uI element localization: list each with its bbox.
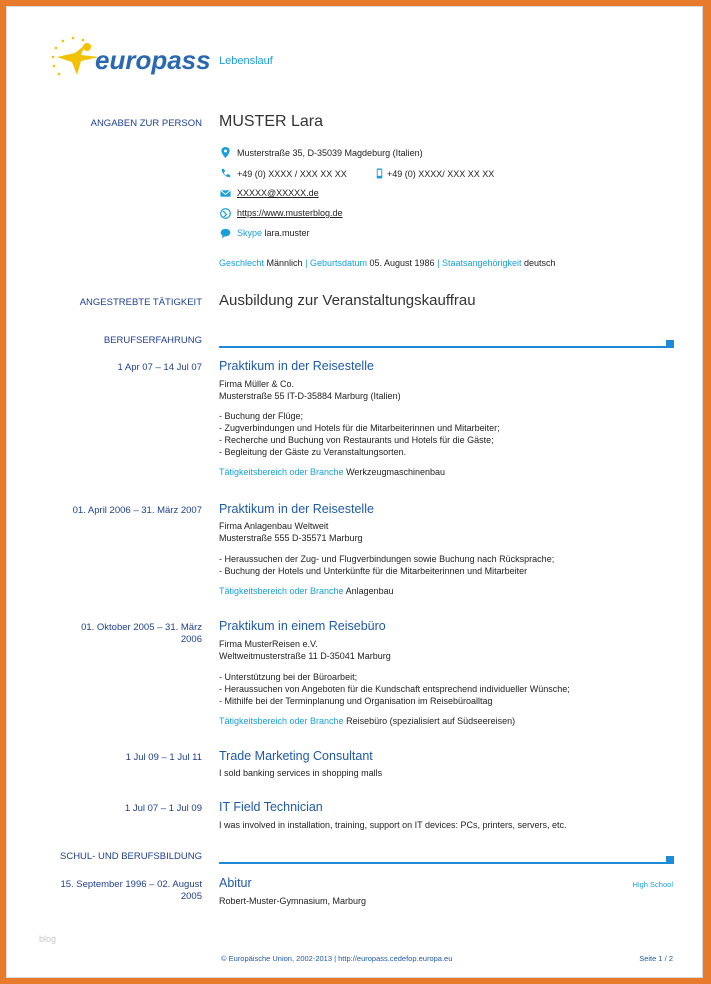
entry-date: 1 Jul 07 – 1 Jul 09 [124,803,202,814]
entry-date: 1 Jul 09 – 1 Jul 11 [125,752,202,763]
nationality-value: deutsch [524,258,556,268]
skype-chat-icon [220,228,231,239]
nationality-label: Staatsangehörigkeit [441,258,522,268]
entry-bullet: - Recherche und Buchung von Restaurants und Hotels für die Gäste; [219,435,494,445]
entry-sector [219,715,515,727]
entry-title: IT Field Technician [219,800,323,814]
birth-label: Geburtsdatum [309,258,367,268]
sector-value: Anlagenbau [345,586,394,596]
gender-label: Geschlecht [219,258,265,268]
entry-sector [219,585,394,597]
person-name: MUSTER Lara [219,113,324,130]
section-rule [219,862,671,864]
entry-title: Praktikum in einem Reisebüro [219,619,386,633]
sector-label: Tätigkeitsbereich oder Branche [219,586,344,596]
entry-bullet: - Buchung der Flüge; [219,411,304,421]
entry-title: Trade Marketing Consultant [219,749,373,763]
entry-title: Praktikum in der Reisestelle [219,359,374,373]
entry-date-line: 01. Oktober 2005 – 31. März [81,622,202,633]
education-school: Robert-Muster-Gymnasium, Marburg [219,896,367,906]
mobile-text: +49 (0) XXXX/ XXX XX XX [387,169,495,179]
doc-type-label: Lebenslauf [219,55,273,67]
entry-sector [219,466,445,478]
entry-title: Praktikum in der Reisestelle [219,502,374,516]
entry-date [27,622,202,646]
target-job: Ausbildung zur Veranstaltungskauffrau [219,292,476,309]
entry-date: 1 Apr 07 – 14 Jul 07 [117,362,202,373]
sector-value: Reisebüro (spezialisiert auf Südseereisen) [346,716,516,726]
entry-bullet: - Buchung der Hotels und Unterkünfte für die Mitarbeiterinnen und Mitarbeiter [219,566,528,576]
globe-icon [220,208,231,219]
personal-details-line [219,257,556,269]
email-envelope-icon [220,188,231,199]
entry-employer: Firma Anlagenbau Weltweit [219,521,329,531]
education-date-line: 2005 [180,891,202,902]
entry-employer: Firma Müller & Co. [219,379,295,389]
education-title: Abitur [219,876,252,890]
section-label-education: SCHUL- UND BERUFSBILDUNG [60,851,202,862]
entry-description: I sold banking services in shopping malls [219,768,383,778]
section-rule-marker [666,856,674,864]
footer-copyright[interactable]: © Europäische Union, 2002-2013 | http://europass.cedefop.europa.eu [221,954,453,963]
entry-date-line: 2006 [180,634,202,645]
entry-date: 01. April 2006 – 31. März 2007 [72,505,202,516]
gender-value: Männlich [266,258,303,268]
cv-page [6,6,703,978]
entry-address: Musterstraße 555 D-35571 Marburg [219,533,363,543]
entry-employer: Firma MusterReisen e.V. [219,639,318,649]
skype-line [237,227,310,239]
section-rule-marker [666,340,674,348]
skype-value: lara.muster [264,228,310,238]
website-link[interactable]: https://www.musterblog.de [237,208,343,218]
entry-bullet: - Mithilfe bei der Terminplanung und Organisation im Reisebüroalltag [219,696,493,706]
sector-label: Tätigkeitsbereich oder Branche [219,467,344,477]
logo-wordmark: europass [95,45,211,75]
sector-label: Tätigkeitsbereich oder Branche [219,716,344,726]
education-date-line: 15. September 1996 – 02. August [60,879,202,890]
entry-address: Musterstraße 55 IT-D-35884 Marburg (Italien) [219,391,401,401]
section-label-person: ANGABEN ZUR PERSON [90,118,202,129]
separator: | [437,258,440,268]
birth-value: 05. August 1986 [369,258,435,268]
entry-bullet: - Zugverbindungen und Hotels für die Mitarbeiterinnen und Mitarbeiter; [219,423,500,433]
separator: | [305,258,308,268]
europass-logo [47,35,211,87]
section-label-target: ANGESTREBTE TÄTIGKEIT [79,297,202,308]
section-label-experience: BERUFSERFAHRUNG [103,335,202,346]
entry-bullet: - Heraussuchen der Zug- und Flugverbindungen sowie Buchung nach Rücksprache; [219,554,555,564]
entry-description: I was involved in installation, training, support on IT devices: PCs, printers, servers, etc. [219,820,567,830]
footer-page-number: Seite 1 / 2 [639,954,673,963]
address-text: Musterstraße 35, D-35039 Magdeburg (Italien) [237,148,423,158]
entry-bullet: - Heraussuchen von Angeboten für die Kundschaft entsprechend individueller Wünsche; [219,684,570,694]
location-pin-icon [220,147,231,158]
entry-bullet: - Unterstützung bei der Büroarbeit; [219,672,358,682]
education-level: High School [632,880,673,889]
mobile-phone-icon [374,168,385,179]
watermark: blog [39,934,57,944]
education-date [27,879,202,903]
sector-value: Werkzeugmaschinenbau [346,467,445,477]
section-rule [219,346,671,348]
skype-label: Skype [237,228,263,238]
phone-icon [220,168,231,179]
entry-address: Weltweitmusterstraße 11 D-35041 Marburg [219,651,391,661]
email-link[interactable]: XXXXX@XXXXX.de [237,188,319,198]
entry-bullet: - Begleitung der Gäste zu Veranstaltungsorten. [219,447,407,457]
phone-text: +49 (0) XXXX / XXX XX XX [237,169,347,179]
